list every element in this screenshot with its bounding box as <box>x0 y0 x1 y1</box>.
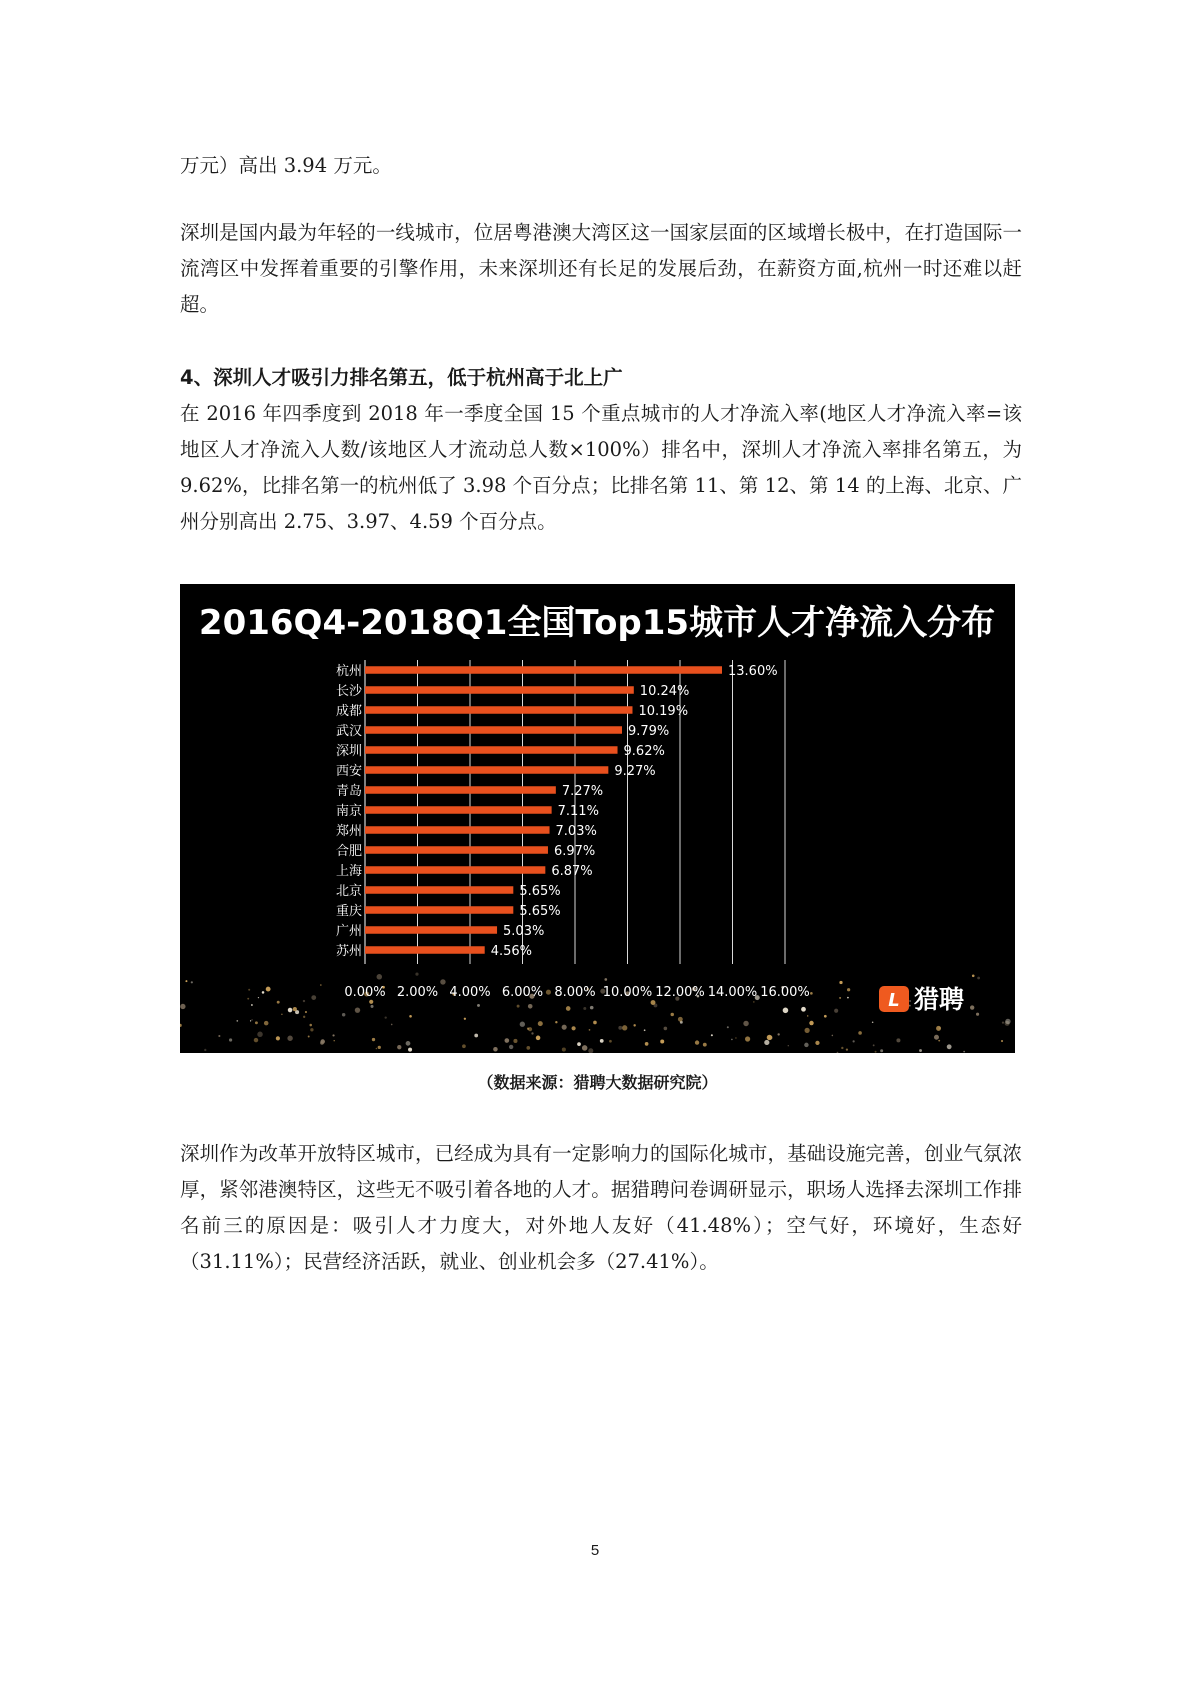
bar <box>365 726 622 734</box>
sparkle <box>777 1033 779 1035</box>
sparkle <box>369 1000 373 1004</box>
sparkle <box>832 1035 834 1037</box>
sparkle <box>477 1004 480 1007</box>
sparkle <box>372 1038 375 1041</box>
sparkle <box>1005 1019 1010 1024</box>
category-label: 上海 <box>335 864 362 879</box>
sparkle <box>370 1005 373 1008</box>
sparkle <box>262 991 265 994</box>
sparkle <box>385 1016 387 1018</box>
sparkle <box>250 1020 251 1021</box>
sparkle <box>566 1006 571 1011</box>
sparkle <box>872 1022 874 1024</box>
sparkle <box>513 1039 517 1043</box>
sparkle <box>572 1026 576 1030</box>
sparkle <box>562 1025 567 1030</box>
category-label: 深圳 <box>335 744 362 759</box>
sparkle <box>909 1000 910 1001</box>
sparkle <box>415 973 418 976</box>
category-label: 长沙 <box>335 684 362 699</box>
bar <box>365 806 552 814</box>
sparkle <box>257 1032 262 1037</box>
sparkle <box>332 1034 334 1036</box>
sparkle <box>972 975 975 978</box>
bar <box>365 666 722 674</box>
x-tick-label: 10.00% <box>602 985 653 1000</box>
sparkle <box>963 1051 965 1053</box>
chart-category-labels <box>336 663 363 959</box>
chart-caption: （数据来源：猎聘大数据研究院） <box>477 1073 718 1092</box>
x-tick-label: 14.00% <box>707 985 758 1000</box>
x-tick-label: 12.00% <box>655 985 705 1000</box>
sparkle <box>464 1018 466 1020</box>
bar <box>365 746 618 754</box>
sparkle <box>204 1049 206 1051</box>
sparkle <box>753 1001 755 1003</box>
sparkle <box>583 1007 586 1010</box>
sparkle <box>804 1043 808 1047</box>
sparkle <box>406 1041 411 1046</box>
sparkle <box>264 1021 269 1026</box>
category-label: 北京 <box>335 884 362 899</box>
bar <box>365 766 608 774</box>
paragraph-shenzhen-young-city: 深圳是国内最为年轻的一线城市，位居粤港澳大湾区这一国家层面的区域增长极中，在打造国际一流湾区中发挥着重要的引擎作用，未来深圳还有长足的发展后劲，在薪资方面,杭州一时还难以赶超。 <box>180 221 1022 316</box>
sparkle <box>731 1039 733 1041</box>
bar <box>365 886 513 894</box>
sparkle <box>378 1046 381 1049</box>
sparkle <box>546 990 551 995</box>
sparkle <box>391 1024 393 1026</box>
value-label: 6.97% <box>553 844 596 859</box>
sparkle <box>1002 1022 1004 1024</box>
sparkle <box>743 1021 748 1026</box>
sparkle <box>180 1024 182 1027</box>
paragraph-shenzhen-attraction: 深圳作为改革开放特区城市，已经成为具有一定影响力的国际化城市，基础设施完善，创业气氛浓厚，紧邻港澳特区，这些无不吸引着各地的人才。据猎聘问卷调研显示，职场人选择去深圳工作排名前三的原因是：吸引人才力度大，对外地人友好（41.48%）；空气好，环境好，生态好（31.11%）；民营经济活跃，就业、创业机会多（27.41%）。 <box>180 1142 1022 1273</box>
sparkle <box>588 1048 593 1053</box>
category-label: 苏州 <box>335 944 362 959</box>
sparkle <box>727 1026 729 1028</box>
category-label: 西安 <box>335 764 362 779</box>
chart-title: 2016Q4-2018Q1全国Top15城市人才净流入分布 <box>198 603 996 643</box>
page-number: 5 <box>590 1542 600 1559</box>
sparkle <box>609 1040 612 1043</box>
value-label: 10.24% <box>639 684 690 699</box>
talent-inflow-chart <box>180 584 1015 1053</box>
sparkle <box>303 1000 305 1002</box>
category-label: 重庆 <box>335 904 362 919</box>
sparkle <box>809 1021 813 1025</box>
sparkle <box>236 1020 238 1022</box>
sparkle <box>767 1035 772 1040</box>
sparkle <box>577 1042 581 1046</box>
sparkle <box>191 981 193 983</box>
sparkle <box>703 1043 707 1047</box>
bar <box>365 686 634 694</box>
category-label: 杭州 <box>335 664 362 679</box>
sparkle <box>671 1013 674 1016</box>
sparkle <box>377 974 383 980</box>
sparkle <box>277 1001 280 1004</box>
sparkle <box>839 997 841 999</box>
sparkle <box>1001 1040 1003 1042</box>
sparkle <box>875 1051 877 1053</box>
sparkle <box>555 1021 557 1023</box>
sparkle <box>660 1040 664 1044</box>
sparkle <box>255 1021 258 1024</box>
bar <box>365 946 485 954</box>
sparkle <box>308 1036 310 1038</box>
paragraph-continuation: 万元）高出 3.94 万元。 <box>180 154 392 177</box>
sparkle <box>526 1046 530 1050</box>
sparkle <box>695 1040 699 1044</box>
sparkle <box>251 1019 253 1021</box>
x-tick-label: 8.00% <box>554 985 596 1000</box>
category-label: 成都 <box>335 704 362 719</box>
category-label: 郑州 <box>335 824 362 839</box>
sparkle <box>711 1034 713 1036</box>
sparkle <box>589 1029 591 1031</box>
sparkle <box>837 1052 839 1053</box>
sparkle <box>266 987 271 992</box>
sparkle <box>977 977 980 980</box>
sparkle <box>397 1045 401 1049</box>
sparkle <box>562 1047 566 1051</box>
sparkle <box>311 995 316 1000</box>
sparkle <box>320 1039 325 1044</box>
sparkle <box>909 1005 911 1007</box>
sparkle <box>839 981 842 984</box>
bar <box>365 706 632 714</box>
bar <box>365 846 548 854</box>
sparkle <box>355 1007 360 1012</box>
sparkle <box>509 1045 513 1049</box>
value-label: 9.27% <box>614 764 656 779</box>
sparkle <box>528 1004 533 1009</box>
sparkle <box>288 1008 293 1013</box>
sparkle <box>815 1041 819 1045</box>
sparkle <box>376 1048 378 1050</box>
x-tick-label: 16.00% <box>760 985 810 1000</box>
x-tick-label: 6.00% <box>501 985 544 1000</box>
bar <box>365 906 513 914</box>
sparkle <box>310 1028 313 1031</box>
chart-x-tick-labels <box>344 985 809 1000</box>
sparkle <box>764 1040 769 1045</box>
sparkle <box>807 1015 808 1016</box>
x-tick-label: 2.00% <box>396 985 439 1000</box>
bar <box>365 826 550 834</box>
category-label: 合肥 <box>335 844 362 859</box>
sparkle <box>873 1044 875 1046</box>
sparkle <box>305 1011 307 1013</box>
value-label: 13.60% <box>728 664 778 679</box>
value-label: 6.87% <box>551 864 593 879</box>
sparkle <box>281 1014 282 1015</box>
paragraph-talent-inflow-ranking: 在 2016 年四季度到 2018 年一季度全国 15 个重点城市的人才净流入率(地区人才净流入率=该地区人才净流入人数/该地区人才流动总人数×100%）排名中，深圳人才净流入率排名第五，为 9.62%，比排名第一的杭州低了 3.98 个百分点；比排名第 11、第 12、第 14 的上海、北京、广州分别高出 2.75、3.97、4.59 个百分点。 <box>180 402 1022 533</box>
sparkle <box>247 998 249 1000</box>
value-label: 7.11% <box>557 804 599 819</box>
sparkle <box>590 1006 594 1010</box>
sparkle <box>303 1016 305 1018</box>
sparkle <box>783 1008 789 1014</box>
sparkle <box>520 1022 525 1027</box>
sparkle <box>293 1007 297 1011</box>
sparkle <box>320 984 322 986</box>
sparkle <box>853 1040 855 1042</box>
sparkle <box>801 1007 806 1012</box>
chart-canvas <box>180 584 1015 1053</box>
category-label: 青岛 <box>335 784 362 799</box>
sparkle <box>651 1000 656 1005</box>
sparkle <box>934 1035 939 1040</box>
sparkle <box>896 1038 900 1042</box>
sparkle <box>218 1035 220 1037</box>
sparkle <box>841 1047 843 1049</box>
x-tick-label: 4.00% <box>449 985 491 1000</box>
value-label: 7.27% <box>561 784 604 799</box>
sparkle <box>531 1032 533 1034</box>
section-heading: 4、深圳人才吸引力排名第五，低于杭州高于北上广 <box>180 366 623 389</box>
value-label: 5.65% <box>519 904 561 919</box>
sparkle <box>834 1009 838 1013</box>
value-label: 4.56% <box>490 944 533 959</box>
sparkle <box>248 989 250 991</box>
sparkle <box>919 1049 922 1052</box>
sparkle <box>600 1039 604 1043</box>
sparkle <box>633 1024 635 1026</box>
sparkle <box>462 1044 466 1048</box>
sparkle <box>846 1049 848 1051</box>
sparkle <box>276 1036 280 1040</box>
value-label: 7.03% <box>555 824 597 839</box>
sparkle <box>180 1004 185 1009</box>
bar <box>365 866 545 874</box>
sparkle <box>880 1049 883 1052</box>
liepin-logo-text: 猎聘 <box>914 985 965 1014</box>
value-label: 5.65% <box>519 884 561 899</box>
sparkle <box>604 978 607 981</box>
sparkle <box>970 1005 974 1009</box>
sparkle <box>644 1029 646 1031</box>
sparkle <box>735 1037 736 1038</box>
liepin-logo <box>879 985 964 1014</box>
sparkle <box>622 1025 627 1030</box>
sparkle <box>824 1015 827 1018</box>
sparkle <box>505 1038 510 1043</box>
x-tick-label: 0.00% <box>344 985 386 1000</box>
bar <box>365 926 497 934</box>
sparkle <box>593 1021 597 1025</box>
category-label: 广州 <box>335 924 362 939</box>
sparkle <box>847 997 849 999</box>
sparkle <box>408 1048 412 1052</box>
sparkle <box>493 1047 498 1052</box>
sparkle <box>309 1024 312 1027</box>
sparkle <box>788 1045 789 1046</box>
sparkle <box>810 992 813 995</box>
sparkle <box>254 1038 258 1042</box>
sparkle <box>229 1038 232 1041</box>
sparkle <box>618 1026 622 1030</box>
sparkle <box>858 1031 862 1035</box>
sparkle <box>805 1028 810 1033</box>
sparkle <box>947 1044 952 1049</box>
sparkle <box>936 1026 941 1031</box>
sparkle <box>258 997 259 998</box>
sparkle <box>938 1040 940 1042</box>
sparkle <box>582 1045 588 1051</box>
sparkle <box>536 1036 541 1041</box>
sparkle <box>745 1036 750 1041</box>
sparkle <box>342 1013 345 1016</box>
value-label: 9.79% <box>627 724 670 739</box>
sparkle <box>527 1028 529 1030</box>
sparkle <box>287 1036 292 1041</box>
sparkle <box>185 980 187 982</box>
sparkle <box>645 1042 649 1046</box>
sparkle <box>334 1040 335 1041</box>
sparkle <box>440 979 445 984</box>
sparkle <box>678 1017 683 1022</box>
value-label: 5.03% <box>503 924 545 939</box>
sparkle <box>474 1034 478 1038</box>
sparkle <box>251 1004 253 1006</box>
category-label: 武汉 <box>335 724 362 739</box>
sparkle <box>664 1027 668 1031</box>
sparkle <box>409 1015 412 1018</box>
liepin-logo-mark: L <box>888 990 900 1011</box>
sparkle <box>976 1013 979 1016</box>
sparkle <box>847 988 850 991</box>
bar <box>365 786 556 794</box>
value-label: 9.62% <box>623 744 665 759</box>
sparkle <box>517 1005 520 1008</box>
value-label: 10.19% <box>638 704 689 719</box>
sparkle <box>538 1021 543 1026</box>
category-label: 南京 <box>335 804 362 819</box>
